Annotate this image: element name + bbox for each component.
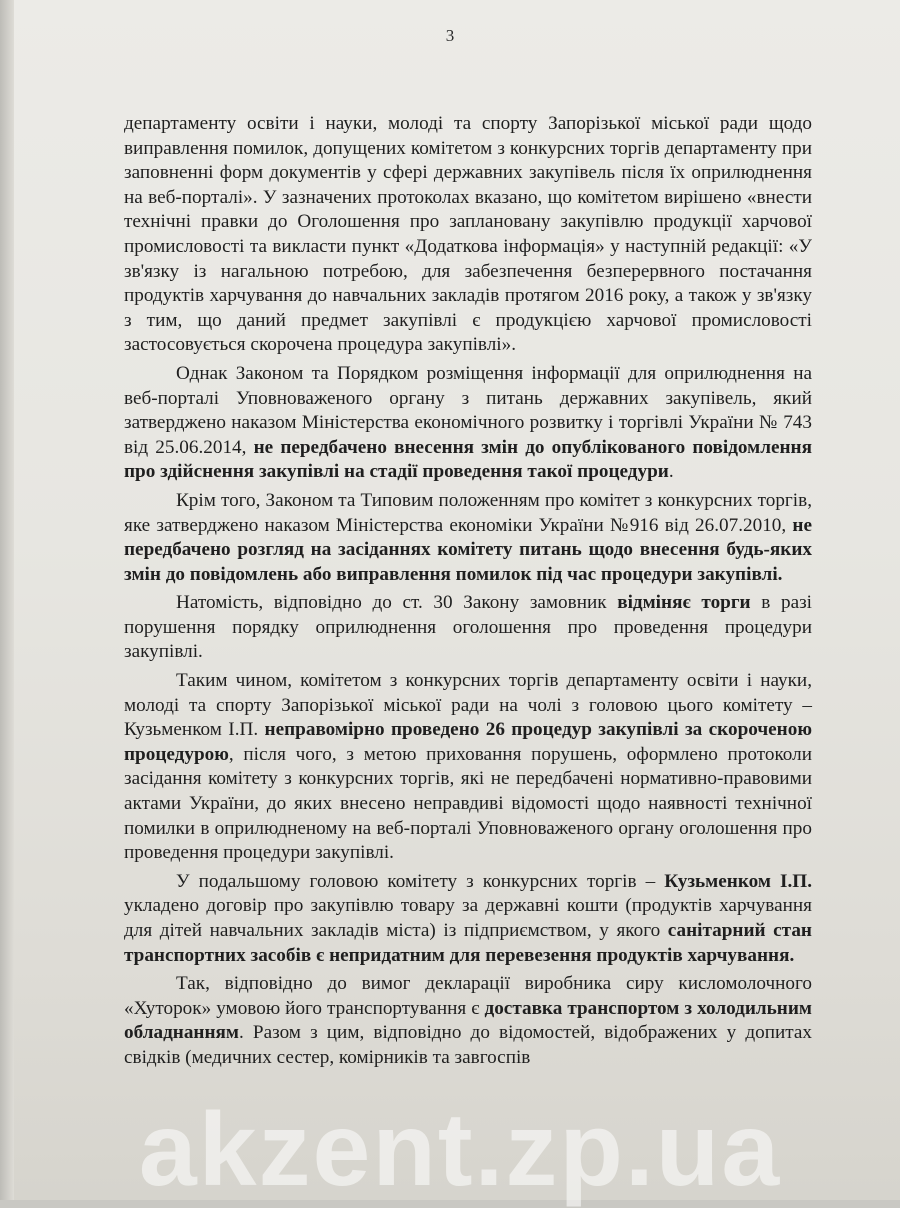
text-run: в разі порушення порядку оприлюднення оголошення про проведення процедури закупівлі. <box>124 592 812 663</box>
bold-text: санітарний стан транспортних засобів є непридатним для перевезення продуктів харчування. <box>124 920 812 966</box>
page-edge-shadow <box>0 0 14 1200</box>
text-run: Натомість, відповідно до ст. 30 Закону замовник <box>176 592 618 614</box>
document-body <box>124 112 812 1075</box>
bold-text: відміняє торги <box>617 592 751 614</box>
bold-text: Кузьменком І.П. <box>664 870 812 892</box>
paragraph <box>124 972 812 1070</box>
watermark: akzent.zp.ua <box>138 1092 782 1208</box>
paragraph <box>124 591 812 665</box>
text-run: . <box>668 461 674 483</box>
text-run: Таким чином, комітетом з конкурсних торгів департаменту освіти і науки, молоді та спорту Запорізької міської ради на чолі з головою цього комітету – Кузьменком І.П. <box>124 670 812 741</box>
text-run: Так, відповідно до вимог декларації виробника сиру кисломолочного «Хуторок» умовою його транспортування є <box>124 973 812 1019</box>
paragraph <box>124 362 812 485</box>
text-run: Однак Законом та Порядком розміщення інформації для оприлюднення на веб-порталі Уповноваженого органу з питань державних закупівель, який затверджено наказом Міністерства економічного розвитку і торгівлі України № 743 від 25.06.2014, <box>124 362 812 458</box>
paragraph <box>124 669 812 866</box>
paragraph <box>124 112 812 358</box>
paragraph <box>124 489 812 587</box>
text-run: департаменту освіти і науки, молоді та спорту Запорізької міської ради щодо виправлення помилок, допущених комітетом з конкурсних торгів департаменту при заповненні форм документів у сфері державних закупівель після їх оприлюднення на веб-порталі». У зазначених протоколах вказано, що комітетом вирішено «внести технічні правки до Оголошення про заплановану закупівлю продукції харчової промисловості та викласти пункт «Додаткова інформація» у наступній редакції: «У зв'язку із нагальною потребою, для забезпечення безперервного постачання продуктів харчування до навчальних закладів протягом 2016 року, а також у зв'язку з тим, що даний предмет закупівлі є продукцією харчової промисловості застосовується скорочена процедура закупівлі». <box>124 113 812 356</box>
page-number: 3 <box>445 26 455 45</box>
text-run: У подальшому головою комітету з конкурсних торгів – <box>176 870 665 892</box>
text-run: укладено договір про закупівлю товару за державні кошти (продуктів харчування для дітей навчальних закладів міста) із підприємством, у якого <box>124 895 812 941</box>
text-run: , після чого, з метою приховання порушень, оформлено протоколи засідання комітету з конкурсних торгів, які не передбачені нормативно-правовими актами України, до яких внесено неправдиві відомості щодо наявності технічної помилки в оприлюдненому на веб-порталі Уповноваженого органу оголошення про проведення процедури закупівлі. <box>124 743 812 864</box>
bold-text: доставка транспортом з холодильним обладнанням <box>124 997 812 1044</box>
text-run: . Разом з цим, відповідно до відомостей, відображених у допитах свідків (медичних сестер, комірників та завгоспів <box>124 1022 812 1068</box>
bold-text: не передбачено внесення змін до опублікованого повідомлення про здійснення закупівлі на стадії проведення такої процедури <box>124 436 812 483</box>
bold-text: неправомірно проведено 26 процедур закупівлі за скороченою процедурою <box>124 719 812 765</box>
text-run: Крім того, Законом та Типовим положенням про комітет з конкурсних торгів, яке затверджено наказом Міністерства економіки України №916 від 26.07.2010, <box>124 489 812 536</box>
paragraph <box>124 870 812 968</box>
bold-text: не передбачено розгляд на засіданнях комітету питань щодо внесення будь-яких змін до повідомлень або виправлення помилок під час процедури закупівлі. <box>124 514 812 585</box>
